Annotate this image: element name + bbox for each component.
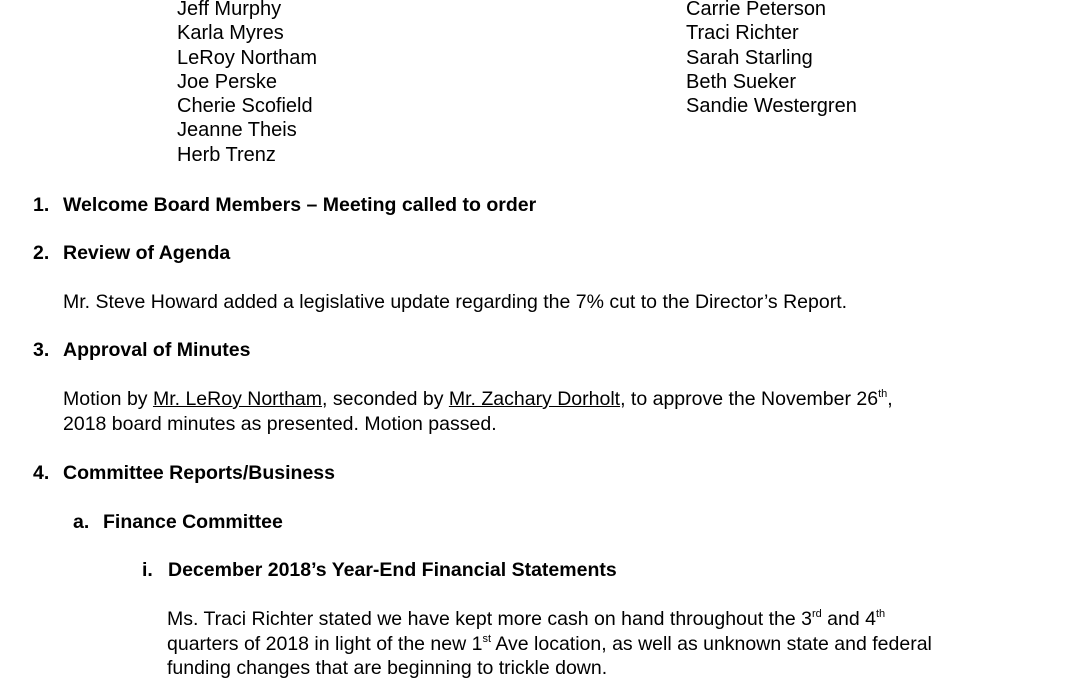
section-number: 2. (33, 242, 50, 264)
attendee-name: Sandie Westergren (686, 95, 857, 118)
section-title: Approval of Minutes (63, 339, 251, 361)
section-number: 3. (33, 339, 50, 361)
section-4-heading (33, 461, 335, 485)
attendee-name: Jeanne Theis (177, 119, 297, 142)
section-title: Committee Reports/Business (63, 462, 335, 484)
motion-line-2: 2018 board minutes as presented. Motion passed. (63, 412, 497, 435)
subsection-i-body (167, 607, 932, 681)
attendee-name: Joe Perske (177, 70, 278, 93)
body-text: and 4 (821, 608, 876, 630)
body-text: quarters of 2018 in light of the new 1 (167, 632, 483, 655)
body-line-3: funding changes that are beginning to trickle down. (167, 657, 608, 679)
section-number: 1. (33, 194, 50, 216)
attendee-name: Carrie Peterson (686, 0, 827, 20)
section-3-heading (33, 338, 250, 362)
attendee-name: LeRoy Northam (177, 46, 318, 69)
body-text: Ms. Traci Richter stated we have kept more cash on hand throughout the 3 (167, 608, 812, 630)
ordinal: th (875, 608, 886, 620)
section-title: Finance Committee (103, 511, 283, 533)
section-title: December 2018’s Year-End Financial Statements (168, 559, 617, 581)
attendee-name: Cherie Scofield (177, 95, 313, 118)
attendee-name: Beth Sueker (686, 70, 797, 93)
ordinal: rd (811, 608, 822, 620)
subsection-a-heading (73, 510, 283, 534)
section-1-heading (33, 193, 536, 217)
mover-name: Mr. LeRoy Northam (152, 388, 323, 410)
motion-text: , to approve the November 26 (620, 388, 879, 410)
section-3-body (63, 387, 893, 436)
attendee-name: Jeff Murphy (177, 0, 282, 20)
attendee-column-left (177, 0, 317, 167)
motion-line-1 (63, 387, 893, 412)
section-number: a. (73, 511, 90, 533)
date-ordinal: th (878, 388, 888, 400)
section-2-heading (33, 241, 230, 265)
motion-text: Motion by (63, 388, 153, 410)
motion-text: , seconded by (322, 388, 449, 410)
attendee-name: Karla Myres (177, 22, 284, 45)
section-number: 4. (33, 462, 50, 484)
attendee-column-right (686, 0, 857, 118)
section-title: Welcome Board Members – Meeting called to order (63, 194, 537, 216)
attendee-name: Sarah Starling (686, 46, 813, 69)
ordinal: st (482, 632, 492, 645)
seconder-name: Mr. Zachary Dorholt (448, 388, 621, 410)
section-2-body: Mr. Steve Howard added a legislative update regarding the 7% cut to the Director’s Report. (63, 291, 848, 313)
body-line-1 (167, 607, 932, 632)
subsection-i-heading (142, 558, 617, 582)
section-number: i. (142, 559, 153, 581)
attendee-list (177, 0, 1037, 169)
section-title: Review of Agenda (63, 242, 231, 264)
body-text: Ave location, as well as unknown state and federal (491, 632, 932, 655)
attendee-name: Traci Richter (686, 22, 799, 45)
body-line-2 (167, 632, 932, 657)
attendee-name: Herb Trenz (177, 143, 276, 166)
motion-text: , (887, 388, 893, 410)
